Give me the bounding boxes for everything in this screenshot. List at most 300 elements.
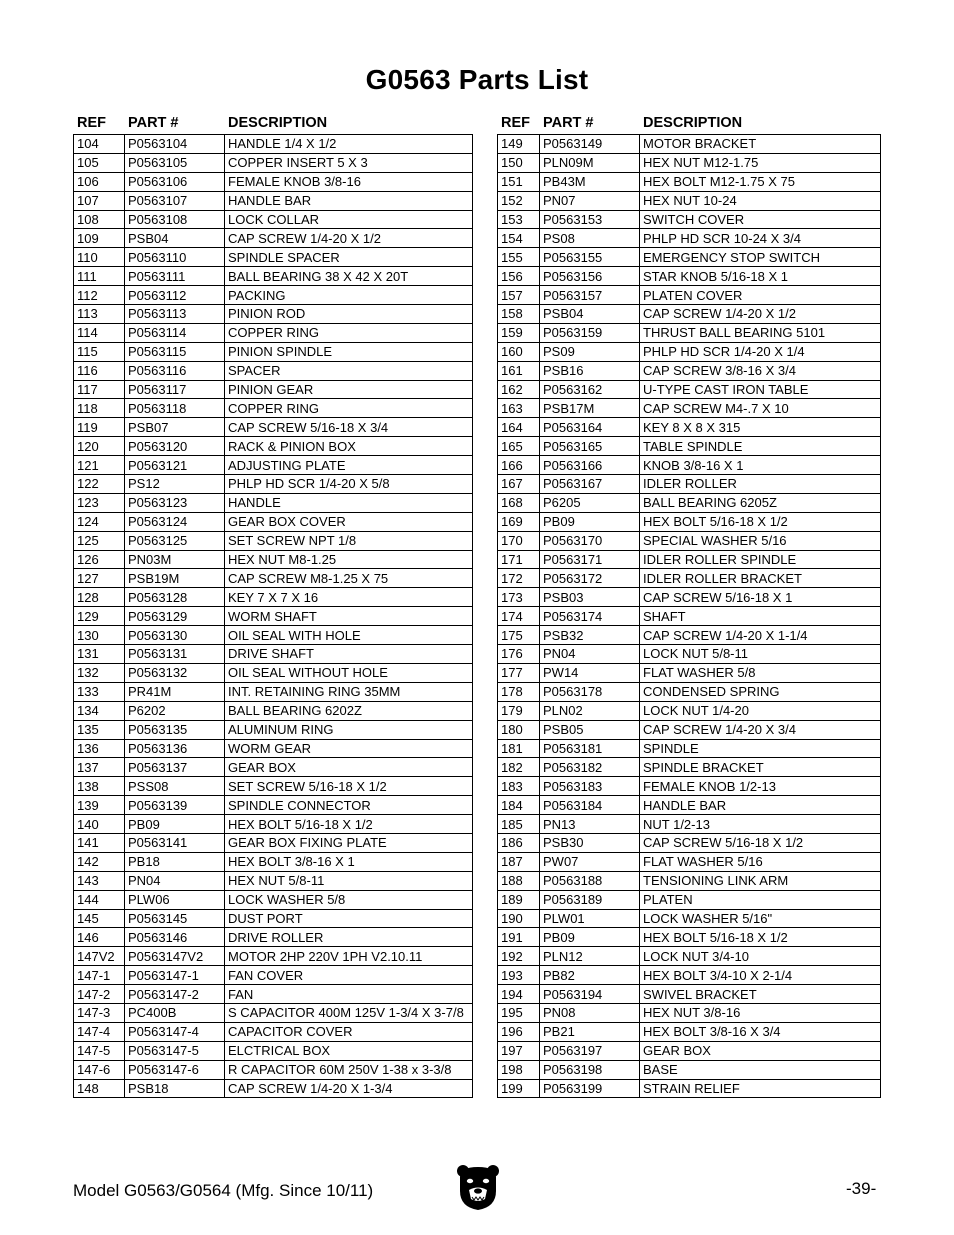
description-cell: ALUMINUM RING bbox=[225, 720, 473, 739]
table-row bbox=[498, 947, 881, 966]
part-number-cell: P0563194 bbox=[540, 985, 640, 1004]
table-row bbox=[498, 1041, 881, 1060]
table-row bbox=[498, 361, 881, 380]
part-number-cell: PB18 bbox=[125, 852, 225, 871]
description-cell: SET SCREW NPT 1/8 bbox=[225, 531, 473, 550]
description-cell: WORM GEAR bbox=[225, 739, 473, 758]
table-row bbox=[74, 1079, 473, 1098]
part-number-cell: PW07 bbox=[540, 852, 640, 871]
ref-cell: 110 bbox=[74, 248, 125, 267]
ref-cell: 171 bbox=[498, 550, 540, 569]
part-number-cell: PB09 bbox=[540, 928, 640, 947]
part-number-cell: PS08 bbox=[540, 229, 640, 248]
part-number-cell: PN08 bbox=[540, 1003, 640, 1022]
description-cell: S CAPACITOR 400M 125V 1-3/4 X 3-7/8 bbox=[225, 1003, 473, 1022]
part-number-cell: P0563130 bbox=[125, 626, 225, 645]
ref-cell: 194 bbox=[498, 985, 540, 1004]
table-row bbox=[74, 890, 473, 909]
description-cell: CAP SCREW M8-1.25 X 75 bbox=[225, 569, 473, 588]
description-cell: OIL SEAL WITH HOLE bbox=[225, 626, 473, 645]
description-cell: BASE bbox=[640, 1060, 881, 1079]
part-number-cell: P0563136 bbox=[125, 739, 225, 758]
table-row bbox=[498, 286, 881, 305]
page-title: G0563 Parts List bbox=[365, 64, 589, 95]
description-cell: PINION GEAR bbox=[225, 380, 473, 399]
table-row bbox=[498, 135, 881, 154]
ref-cell: 155 bbox=[498, 248, 540, 267]
ref-cell: 141 bbox=[74, 833, 125, 852]
part-number-cell: P0563107 bbox=[125, 191, 225, 210]
part-number-cell: PN03M bbox=[125, 550, 225, 569]
description-cell: COPPER RING bbox=[225, 323, 473, 342]
ref-cell: 185 bbox=[498, 815, 540, 834]
description-cell: CAP SCREW 1/4-20 X 1/2 bbox=[225, 229, 473, 248]
description-cell: PLATEN COVER bbox=[640, 286, 881, 305]
description-cell: OIL SEAL WITHOUT HOLE bbox=[225, 663, 473, 682]
table-row bbox=[74, 701, 473, 720]
table-row bbox=[498, 928, 881, 947]
table-row bbox=[74, 663, 473, 682]
part-number-cell: PN04 bbox=[540, 645, 640, 664]
part-number-cell: P0563106 bbox=[125, 172, 225, 191]
part-number-cell: P0563104 bbox=[125, 135, 225, 154]
part-number-cell: P0563113 bbox=[125, 305, 225, 324]
table-row bbox=[74, 852, 473, 871]
ref-cell: 147V2 bbox=[74, 947, 125, 966]
ref-cell: 143 bbox=[74, 871, 125, 890]
table-row bbox=[498, 626, 881, 645]
description-cell: ELCTRICAL BOX bbox=[225, 1041, 473, 1060]
table-row bbox=[498, 267, 881, 286]
table-row bbox=[74, 248, 473, 267]
ref-cell: 142 bbox=[74, 852, 125, 871]
table-row bbox=[74, 172, 473, 191]
part-number-cell: PSB04 bbox=[540, 305, 640, 324]
description-cell: IDLER ROLLER SPINDLE bbox=[640, 550, 881, 569]
description-cell: SWITCH COVER bbox=[640, 210, 881, 229]
table-row bbox=[74, 588, 473, 607]
table-row bbox=[498, 1060, 881, 1079]
description-cell: SWIVEL BRACKET bbox=[640, 985, 881, 1004]
ref-cell: 173 bbox=[498, 588, 540, 607]
table-row bbox=[74, 210, 473, 229]
table-row bbox=[74, 815, 473, 834]
part-number-cell: PLW01 bbox=[540, 909, 640, 928]
table-row bbox=[498, 418, 881, 437]
part-number-cell: PSB05 bbox=[540, 720, 640, 739]
header-ref: REF bbox=[501, 115, 530, 131]
table-row bbox=[74, 475, 473, 494]
part-number-cell: PN07 bbox=[540, 191, 640, 210]
part-number-cell: PB09 bbox=[125, 815, 225, 834]
part-number-cell: P0563147-5 bbox=[125, 1041, 225, 1060]
table-row bbox=[74, 777, 473, 796]
part-number-cell: P0563153 bbox=[540, 210, 640, 229]
ref-cell: 154 bbox=[498, 229, 540, 248]
ref-cell: 116 bbox=[74, 361, 125, 380]
ref-cell: 147-6 bbox=[74, 1060, 125, 1079]
part-number-cell: P0563181 bbox=[540, 739, 640, 758]
table-row bbox=[498, 456, 881, 475]
description-cell: RACK & PINION BOX bbox=[225, 437, 473, 456]
description-cell: HEX BOLT 5/16-18 X 1/2 bbox=[225, 815, 473, 834]
table-row bbox=[498, 720, 881, 739]
part-number-cell: P6205 bbox=[540, 493, 640, 512]
description-cell: CAP SCREW 1/4-20 X 1-1/4 bbox=[640, 626, 881, 645]
ref-cell: 121 bbox=[74, 456, 125, 475]
footer-model-text: Model G0563/G0564 (Mfg. Since 10/11) bbox=[73, 1181, 374, 1200]
ref-cell: 197 bbox=[498, 1041, 540, 1060]
part-number-cell: P0563197 bbox=[540, 1041, 640, 1060]
table-row bbox=[74, 758, 473, 777]
part-number-cell: P0563183 bbox=[540, 777, 640, 796]
part-number-cell: PB43M bbox=[540, 172, 640, 191]
part-number-cell: P0563128 bbox=[125, 588, 225, 607]
description-cell: BALL BEARING 6205Z bbox=[640, 493, 881, 512]
ref-cell: 165 bbox=[498, 437, 540, 456]
description-cell: HEX BOLT 3/4-10 X 2-1/4 bbox=[640, 966, 881, 985]
part-number-cell: P0563149 bbox=[540, 135, 640, 154]
part-number-cell: P0563108 bbox=[125, 210, 225, 229]
ref-cell: 109 bbox=[74, 229, 125, 248]
ref-cell: 152 bbox=[498, 191, 540, 210]
table-row bbox=[74, 191, 473, 210]
part-number-cell: PN04 bbox=[125, 871, 225, 890]
page-number: -39- bbox=[846, 1179, 877, 1198]
ref-cell: 127 bbox=[74, 569, 125, 588]
ref-cell: 123 bbox=[74, 493, 125, 512]
ref-cell: 145 bbox=[74, 909, 125, 928]
ref-cell: 156 bbox=[498, 267, 540, 286]
ref-cell: 163 bbox=[498, 399, 540, 418]
description-cell: HANDLE BAR bbox=[640, 796, 881, 815]
header-ref: REF bbox=[77, 115, 106, 131]
ref-cell: 130 bbox=[74, 626, 125, 645]
part-number-cell: P0563171 bbox=[540, 550, 640, 569]
ref-cell: 180 bbox=[498, 720, 540, 739]
table-row bbox=[498, 588, 881, 607]
part-number-cell: PSB16 bbox=[540, 361, 640, 380]
part-number-cell: PSB04 bbox=[125, 229, 225, 248]
table-row bbox=[498, 569, 881, 588]
part-number-cell: P0563174 bbox=[540, 607, 640, 626]
part-number-cell: PB21 bbox=[540, 1022, 640, 1041]
table-row bbox=[498, 909, 881, 928]
table-row bbox=[498, 852, 881, 871]
table-row bbox=[498, 1003, 881, 1022]
header-description: DESCRIPTION bbox=[643, 115, 743, 131]
table-row bbox=[74, 135, 473, 154]
table-row bbox=[74, 1022, 473, 1041]
part-number-cell: P0563155 bbox=[540, 248, 640, 267]
part-number-cell: P0563166 bbox=[540, 456, 640, 475]
description-cell: WORM SHAFT bbox=[225, 607, 473, 626]
table-row bbox=[74, 626, 473, 645]
table-row bbox=[498, 645, 881, 664]
part-number-cell: P0563105 bbox=[125, 153, 225, 172]
table-row bbox=[498, 323, 881, 342]
description-cell: GEAR BOX FIXING PLATE bbox=[225, 833, 473, 852]
ref-cell: 107 bbox=[74, 191, 125, 210]
description-cell: CONDENSED SPRING bbox=[640, 682, 881, 701]
part-number-cell: PLN12 bbox=[540, 947, 640, 966]
part-number-cell: P0563146 bbox=[125, 928, 225, 947]
table-row bbox=[74, 380, 473, 399]
ref-cell: 106 bbox=[74, 172, 125, 191]
table-row bbox=[74, 682, 473, 701]
part-number-cell: P0563115 bbox=[125, 342, 225, 361]
table-row bbox=[74, 267, 473, 286]
description-cell: STRAIN RELIEF bbox=[640, 1079, 881, 1098]
ref-cell: 153 bbox=[498, 210, 540, 229]
table-row bbox=[498, 1022, 881, 1041]
ref-cell: 169 bbox=[498, 512, 540, 531]
ref-cell: 147-2 bbox=[74, 985, 125, 1004]
ref-cell: 146 bbox=[74, 928, 125, 947]
ref-cell: 191 bbox=[498, 928, 540, 947]
ref-cell: 174 bbox=[498, 607, 540, 626]
ref-cell: 147-1 bbox=[74, 966, 125, 985]
table-row bbox=[498, 153, 881, 172]
ref-cell: 132 bbox=[74, 663, 125, 682]
description-cell: EMERGENCY STOP SWITCH bbox=[640, 248, 881, 267]
part-number-cell: PLN09M bbox=[540, 153, 640, 172]
description-cell: THRUST BALL BEARING 5101 bbox=[640, 323, 881, 342]
ref-cell: 164 bbox=[498, 418, 540, 437]
description-cell: LOCK WASHER 5/8 bbox=[225, 890, 473, 909]
table-row bbox=[498, 966, 881, 985]
description-cell: HEX NUT 3/8-16 bbox=[640, 1003, 881, 1022]
description-cell: CAP SCREW 5/16-18 X 1/2 bbox=[640, 833, 881, 852]
description-cell: PHLP HD SCR 1/4-20 X 5/8 bbox=[225, 475, 473, 494]
description-cell: SHAFT bbox=[640, 607, 881, 626]
ref-cell: 131 bbox=[74, 645, 125, 664]
ref-cell: 136 bbox=[74, 739, 125, 758]
table-row bbox=[498, 815, 881, 834]
part-number-cell: P0563198 bbox=[540, 1060, 640, 1079]
description-cell: STAR KNOB 5/16-18 X 1 bbox=[640, 267, 881, 286]
ref-cell: 166 bbox=[498, 456, 540, 475]
ref-cell: 140 bbox=[74, 815, 125, 834]
ref-cell: 133 bbox=[74, 682, 125, 701]
part-number-cell: P0563120 bbox=[125, 437, 225, 456]
ref-cell: 160 bbox=[498, 342, 540, 361]
ref-cell: 134 bbox=[74, 701, 125, 720]
ref-cell: 120 bbox=[74, 437, 125, 456]
table-row bbox=[74, 833, 473, 852]
table-row bbox=[74, 153, 473, 172]
ref-cell: 111 bbox=[74, 267, 125, 286]
description-cell: SPINDLE CONNECTOR bbox=[225, 796, 473, 815]
ref-cell: 150 bbox=[498, 153, 540, 172]
description-cell: CAP SCREW 1/4-20 X 1/2 bbox=[640, 305, 881, 324]
part-number-cell: PN13 bbox=[540, 815, 640, 834]
description-cell: SPECIAL WASHER 5/16 bbox=[640, 531, 881, 550]
part-number-cell: PB82 bbox=[540, 966, 640, 985]
table-row bbox=[74, 323, 473, 342]
table-row bbox=[74, 550, 473, 569]
table-row bbox=[498, 531, 881, 550]
ref-cell: 149 bbox=[498, 135, 540, 154]
table-row bbox=[498, 191, 881, 210]
part-number-cell: P0563184 bbox=[540, 796, 640, 815]
description-cell: PLATEN bbox=[640, 890, 881, 909]
table-row bbox=[74, 342, 473, 361]
table-row bbox=[74, 531, 473, 550]
description-cell: SPINDLE bbox=[640, 739, 881, 758]
ref-cell: 144 bbox=[74, 890, 125, 909]
table-row bbox=[498, 172, 881, 191]
header-description: DESCRIPTION bbox=[228, 115, 328, 131]
table-row bbox=[498, 248, 881, 267]
description-cell: IDLER ROLLER BRACKET bbox=[640, 569, 881, 588]
ref-cell: 112 bbox=[74, 286, 125, 305]
description-cell: FEMALE KNOB 1/2-13 bbox=[640, 777, 881, 796]
description-cell: INT. RETAINING RING 35MM bbox=[225, 682, 473, 701]
part-number-cell: P0563124 bbox=[125, 512, 225, 531]
parts-table-right bbox=[497, 134, 881, 1098]
description-cell: DRIVE ROLLER bbox=[225, 928, 473, 947]
ref-cell: 129 bbox=[74, 607, 125, 626]
part-number-cell: P0563137 bbox=[125, 758, 225, 777]
ref-cell: 137 bbox=[74, 758, 125, 777]
ref-cell: 179 bbox=[498, 701, 540, 720]
ref-cell: 147-4 bbox=[74, 1022, 125, 1041]
table-row bbox=[498, 663, 881, 682]
part-number-cell: P0563129 bbox=[125, 607, 225, 626]
part-number-cell: PSB30 bbox=[540, 833, 640, 852]
table-row bbox=[74, 909, 473, 928]
part-number-cell: P0563147-2 bbox=[125, 985, 225, 1004]
description-cell: PINION SPINDLE bbox=[225, 342, 473, 361]
table-row bbox=[498, 399, 881, 418]
ref-cell: 126 bbox=[74, 550, 125, 569]
ref-cell: 157 bbox=[498, 286, 540, 305]
table-row bbox=[498, 890, 881, 909]
table-row bbox=[498, 493, 881, 512]
part-number-cell: P0563141 bbox=[125, 833, 225, 852]
table-row bbox=[498, 437, 881, 456]
description-cell: PINION ROD bbox=[225, 305, 473, 324]
ref-cell: 178 bbox=[498, 682, 540, 701]
part-number-cell: P0563132 bbox=[125, 663, 225, 682]
description-cell: CAP SCREW 5/16-18 X 1 bbox=[640, 588, 881, 607]
part-number-cell: P0563147-6 bbox=[125, 1060, 225, 1079]
table-row bbox=[74, 607, 473, 626]
description-cell: HEX NUT 10-24 bbox=[640, 191, 881, 210]
ref-cell: 128 bbox=[74, 588, 125, 607]
description-cell: SPACER bbox=[225, 361, 473, 380]
description-cell: CAP SCREW 1/4-20 X 3/4 bbox=[640, 720, 881, 739]
part-number-cell: P0563178 bbox=[540, 682, 640, 701]
description-cell: KNOB 3/8-16 X 1 bbox=[640, 456, 881, 475]
description-cell: DUST PORT bbox=[225, 909, 473, 928]
ref-cell: 177 bbox=[498, 663, 540, 682]
ref-cell: 195 bbox=[498, 1003, 540, 1022]
ref-cell: 183 bbox=[498, 777, 540, 796]
description-cell: COPPER INSERT 5 X 3 bbox=[225, 153, 473, 172]
ref-cell: 181 bbox=[498, 739, 540, 758]
description-cell: LOCK NUT 5/8-11 bbox=[640, 645, 881, 664]
description-cell: HEX NUT M12-1.75 bbox=[640, 153, 881, 172]
part-number-cell: P0563125 bbox=[125, 531, 225, 550]
table-header bbox=[73, 114, 473, 134]
description-cell: DRIVE SHAFT bbox=[225, 645, 473, 664]
part-number-cell: P0563147V2 bbox=[125, 947, 225, 966]
description-cell: IDLER ROLLER bbox=[640, 475, 881, 494]
ref-cell: 186 bbox=[498, 833, 540, 852]
part-number-cell: P0563170 bbox=[540, 531, 640, 550]
table-row bbox=[74, 456, 473, 475]
description-cell: COPPER RING bbox=[225, 399, 473, 418]
table-row bbox=[498, 550, 881, 569]
part-number-cell: PSB19M bbox=[125, 569, 225, 588]
table-row bbox=[498, 210, 881, 229]
description-cell: HEX BOLT 3/8-16 X 3/4 bbox=[640, 1022, 881, 1041]
table-row bbox=[74, 720, 473, 739]
description-cell: FLAT WASHER 5/8 bbox=[640, 663, 881, 682]
ref-cell: 158 bbox=[498, 305, 540, 324]
ref-cell: 196 bbox=[498, 1022, 540, 1041]
part-number-cell: PSB03 bbox=[540, 588, 640, 607]
description-cell: HEX NUT M8-1.25 bbox=[225, 550, 473, 569]
part-number-cell: P0563147-1 bbox=[125, 966, 225, 985]
table-row bbox=[498, 305, 881, 324]
table-row bbox=[498, 796, 881, 815]
description-cell: CAP SCREW 5/16-18 X 3/4 bbox=[225, 418, 473, 437]
ref-cell: 118 bbox=[74, 399, 125, 418]
ref-cell: 176 bbox=[498, 645, 540, 664]
part-number-cell: P0563172 bbox=[540, 569, 640, 588]
description-cell: LOCK NUT 3/4-10 bbox=[640, 947, 881, 966]
description-cell: HEX BOLT M12-1.75 X 75 bbox=[640, 172, 881, 191]
table-row bbox=[74, 361, 473, 380]
description-cell: GEAR BOX COVER bbox=[225, 512, 473, 531]
description-cell: HEX BOLT 5/16-18 X 1/2 bbox=[640, 512, 881, 531]
ref-cell: 172 bbox=[498, 569, 540, 588]
part-number-cell: P0563110 bbox=[125, 248, 225, 267]
ref-cell: 108 bbox=[74, 210, 125, 229]
table-row bbox=[74, 569, 473, 588]
ref-cell: 104 bbox=[74, 135, 125, 154]
part-number-cell: P0563112 bbox=[125, 286, 225, 305]
part-number-cell: PR41M bbox=[125, 682, 225, 701]
table-row bbox=[74, 871, 473, 890]
table-row bbox=[74, 399, 473, 418]
part-number-cell: P0563145 bbox=[125, 909, 225, 928]
parts-column-right bbox=[497, 114, 881, 1098]
part-number-cell: P0563116 bbox=[125, 361, 225, 380]
table-row bbox=[74, 966, 473, 985]
part-number-cell: PS12 bbox=[125, 475, 225, 494]
table-row bbox=[74, 1060, 473, 1079]
ref-cell: 167 bbox=[498, 475, 540, 494]
part-number-cell: P0563114 bbox=[125, 323, 225, 342]
description-cell: SPINDLE BRACKET bbox=[640, 758, 881, 777]
table-row bbox=[74, 928, 473, 947]
ref-cell: 188 bbox=[498, 871, 540, 890]
part-number-cell: P0563131 bbox=[125, 645, 225, 664]
table-row bbox=[74, 739, 473, 758]
description-cell: HANDLE bbox=[225, 493, 473, 512]
description-cell: CAPACITOR COVER bbox=[225, 1022, 473, 1041]
ref-cell: 198 bbox=[498, 1060, 540, 1079]
table-row bbox=[498, 871, 881, 890]
part-number-cell: P0563164 bbox=[540, 418, 640, 437]
part-number-cell: PLW06 bbox=[125, 890, 225, 909]
ref-cell: 193 bbox=[498, 966, 540, 985]
ref-cell: 190 bbox=[498, 909, 540, 928]
